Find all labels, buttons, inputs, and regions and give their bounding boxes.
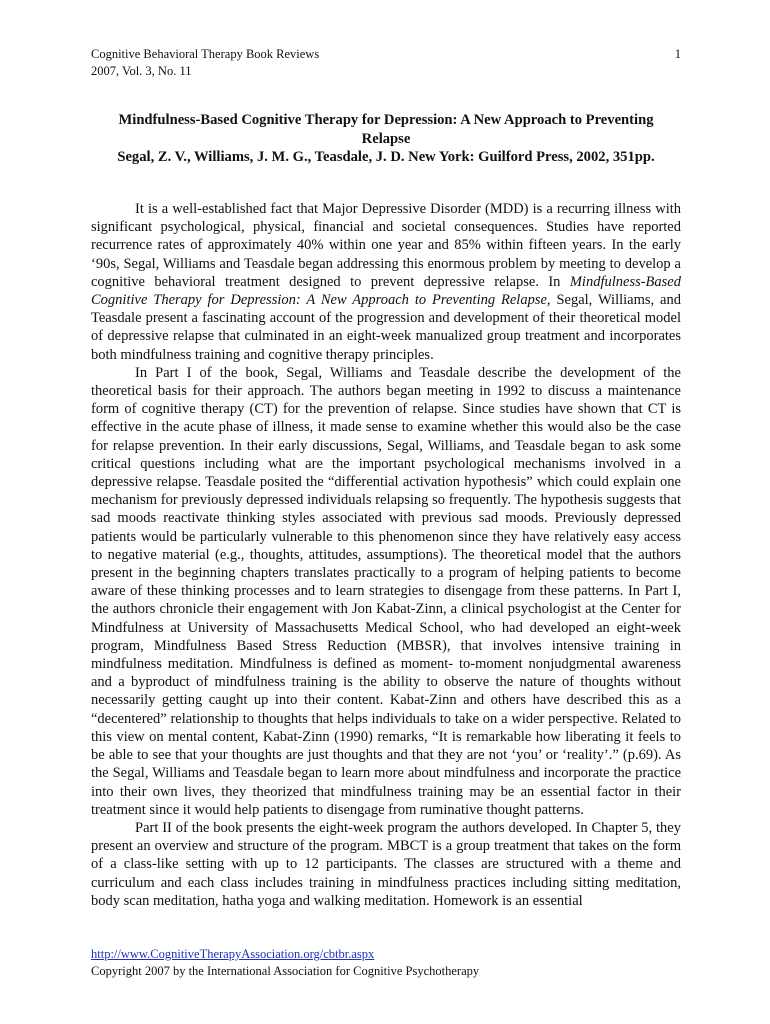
copyright-notice: Copyright 2007 by the International Association for Cognitive Psychotherapy: [91, 964, 480, 978]
page-footer: [91, 946, 681, 980]
issue-info: 2007, Vol. 3, No. 11: [91, 64, 192, 78]
paragraph-1: [91, 200, 681, 364]
review-body: [91, 200, 681, 910]
running-header: [91, 46, 681, 80]
paragraph-3: Part II of the book presents the eight-week program the authors developed. In Chapter 5, they present an overview and structure of the program. MBCT is a group treatment that takes on the form of a class-like setting with up to 12 participants. The classes are structured with a theme and curriculum and each class includes training in mindfulness practices including sitting meditation, body scan meditation, hatha yoga and walking meditation. Homework is an essential: [91, 819, 681, 909]
title-line-2: Relapse: [361, 130, 411, 147]
book-citation: Segal, Z. V., Williams, J. M. G., Teasdale, J. D. New York: Guilford Press, 2002, 351pp.: [117, 149, 655, 165]
book-title-italic: Mindfulness-Based Cognitive Therapy for Depression: A New Approach to Preventing Relapse,: [91, 273, 681, 309]
association-link[interactable]: http://www.CognitiveTherapyAssociation.org/cbtbr.aspx: [91, 947, 375, 961]
review-title: [91, 111, 681, 167]
paragraph-2: In Part I of the book, Segal, Williams and Teasdale describe the development of the theoretical basis for their approach. The authors began meeting in 1992 to discuss a maintenance form of cognitive therapy (CT) for the prevention of relapse. Since studies have shown that CT is effective in the acute phase of illness, it made sense to examine whether this would also be the case for relapse prevention. In their early discussions, Segal, Williams, and Teasdale began to ask some critical questions including what are the important psychological mechanisms involved in a depressive relapse. Teasdale posited the “differential activation hypothesis” which could explain one mechanism for previously depressed individuals relapsing so frequently. The hypothesis suggests that sad moods reactivate thinking styles associated with previous sad moods. Previously depressed patients would be particularly vulnerable to this phenomenon since they have relatively easy access to negative material (e.g., thoughts, attitudes, assumptions). The theoretical model that the authors present in the beginning chapters translates practically to a program of helping patients to become aware of these thinking processes and to learn strategies to disengage from these patterns. In Part I, the authors chronicle their engagement with Jon Kabat-Zinn, a clinical psychologist at the Center for Mindfulness at University of Massachusetts Medical School, who had developed an eight-week program, Mindfulness Based Stress Reduction (MBSR), that involves intensive training in mindfulness meditation. Mindfulness is defined as moment- to-moment nonjudgmental awareness and a byproduct of mindfulness training is the ability to observe the nature of thoughts without necessarily getting caught up into their content. Kabat-Zinn and others have described this as a “decentered” relationship to thoughts that helps individuals to take on a wider perspective. Related to this view on mental content, Kabat-Zinn (1990) remarks, “It is remarkable how liberating it feels to be able to see that your thoughts are just thoughts and that they are not ‘you’ or ‘reality’.” (p.69). As the Segal, Williams and Teasdale began to learn more about mindfulness and incorporate the practice into their own lives, they theorized that mindfulness training may be an essential factor in their treatment since it would help patients to disengage from ruminative thought patterns.: [91, 364, 681, 818]
title-line-1: Mindfulness-Based Cognitive Therapy for Depression: A New Approach to Preventing: [118, 112, 654, 128]
journal-name: Cognitive Behavioral Therapy Book Reviews: [91, 47, 320, 61]
paragraph-1-text-b: Segal, Williams, and Teasdale present a fascinating account of the progression and development of their theoretical model of depressive relapse that culminated in an eight-week manualized group treatment and incorporates both mindfulness training and cognitive therapy principles.: [91, 292, 681, 363]
page-number: 1: [674, 47, 681, 61]
paragraph-1-text-a: It is a well-established fact that Major Depressive Disorder (MDD) is a recurring illness with significant psychological, physical, financial and societal consequences. Studies have reported recurrence rates of approximately 40% within one year and 85% within fifteen years. In the early ‘90s, Segal, Williams and Teasdale began addressing this enormous problem by meeting to develop a cognitive behavioral treatment designed to prevent depressive relapse. In: [91, 201, 681, 290]
